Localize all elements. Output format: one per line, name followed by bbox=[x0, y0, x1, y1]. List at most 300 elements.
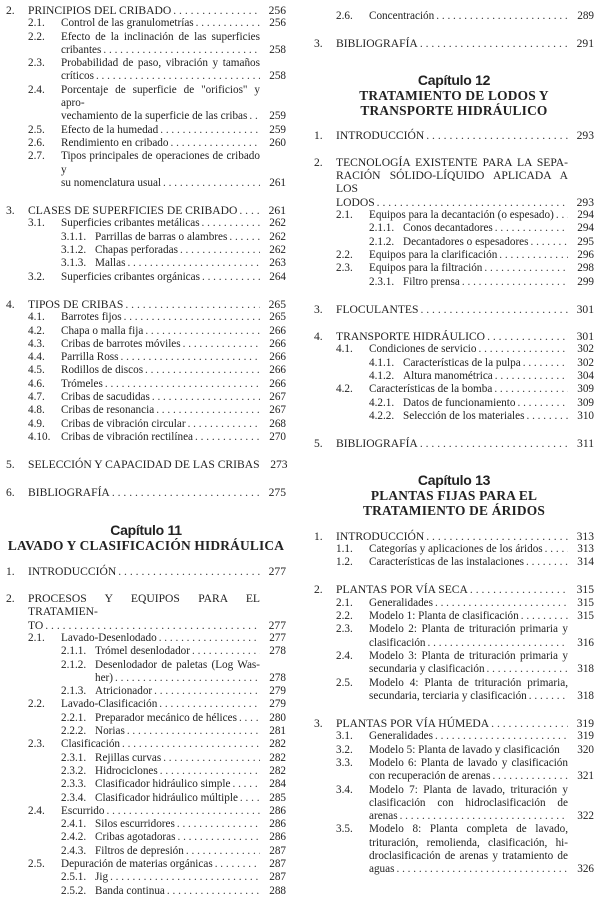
toc-entry[interactable] bbox=[6, 4, 286, 17]
toc-entry[interactable] bbox=[314, 383, 594, 396]
entry-title: su nomenclatura usual bbox=[61, 176, 162, 189]
dot-leader bbox=[435, 597, 568, 610]
entry-title-lead: Modelo 6: Planta de lavado y clasificación bbox=[369, 756, 568, 769]
dot-leader bbox=[163, 752, 260, 765]
page-number: 313 bbox=[576, 529, 594, 543]
toc-entry[interactable] bbox=[6, 486, 286, 499]
toc-entry[interactable] bbox=[6, 592, 286, 632]
toc-entry[interactable] bbox=[6, 298, 286, 311]
dot-leader bbox=[202, 217, 260, 230]
page-number: 316 bbox=[577, 636, 594, 649]
page-number: 278 bbox=[269, 645, 286, 658]
dot-leader bbox=[499, 249, 568, 262]
entry-title: Clasificador hidráulico simple bbox=[95, 778, 231, 791]
toc-entry[interactable] bbox=[6, 418, 286, 431]
entry-number: 4. bbox=[6, 297, 15, 311]
page-number: 295 bbox=[577, 235, 594, 248]
entry-title: Jig bbox=[95, 871, 109, 884]
page-number: 284 bbox=[269, 778, 286, 791]
dot-leader bbox=[96, 70, 260, 83]
entry-number: 1.2. bbox=[336, 556, 353, 569]
page-number: 268 bbox=[269, 417, 286, 430]
entry-number: 4.4. bbox=[28, 351, 45, 364]
page-number: 277 bbox=[269, 631, 286, 644]
entry-number: 2. bbox=[314, 583, 323, 597]
toc-entry[interactable] bbox=[6, 698, 286, 711]
entry-number: 2.3.2. bbox=[61, 764, 87, 777]
page-number: 266 bbox=[269, 337, 286, 350]
dot-leader bbox=[435, 730, 568, 743]
dot-leader bbox=[526, 556, 568, 569]
dot-leader bbox=[492, 770, 568, 783]
chapter-title-line: PLANTAS FIJAS PARA EL bbox=[370, 487, 538, 503]
toc-entry[interactable] bbox=[314, 330, 594, 343]
entry-number: 2.5.1. bbox=[61, 871, 87, 884]
entry-title: Hidrociclones bbox=[95, 764, 158, 777]
section-gap bbox=[314, 423, 594, 437]
entry-number: 1. bbox=[314, 128, 323, 142]
entry-title: PRINCIPIOS DEL CRIBADO bbox=[28, 4, 172, 17]
page-number: 315 bbox=[577, 596, 594, 609]
page-number: 282 bbox=[269, 764, 286, 777]
entry-number: 2.4. bbox=[336, 649, 353, 662]
page-number: 286 bbox=[269, 804, 286, 817]
entry-title: Categorías y aplicaciones de los áridos bbox=[369, 542, 543, 555]
entry-title: Características de la pulpa bbox=[403, 356, 521, 369]
dot-leader bbox=[396, 863, 568, 876]
entry-title: Filtro prensa bbox=[403, 275, 460, 288]
toc-entry[interactable] bbox=[6, 632, 286, 645]
dot-leader bbox=[145, 364, 260, 377]
toc-entry[interactable] bbox=[6, 271, 286, 284]
toc-entry[interactable] bbox=[6, 885, 286, 898]
entry-number: 2.4.1. bbox=[61, 818, 87, 831]
dot-leader bbox=[239, 204, 260, 217]
page-number: 289 bbox=[577, 10, 594, 22]
dot-leader bbox=[107, 805, 261, 818]
toc-entry[interactable] bbox=[6, 845, 286, 858]
entry-title: Chapa o malla fija bbox=[61, 324, 144, 337]
entry-title-lead: Desenlodador de paletas (Log Was- bbox=[95, 658, 260, 671]
page-number: 288 bbox=[269, 884, 286, 897]
chapter-heading bbox=[314, 73, 594, 118]
dot-leader bbox=[484, 262, 568, 275]
entry-title: Modelo 1: Planta de clasificación bbox=[369, 610, 519, 623]
page-number: 259 bbox=[269, 110, 286, 123]
entry-title: Selección de los materiales bbox=[403, 409, 525, 422]
page-number: 310 bbox=[577, 409, 594, 422]
dot-leader bbox=[167, 885, 260, 898]
toc-list bbox=[6, 565, 286, 898]
toc-entry[interactable] bbox=[314, 410, 594, 423]
page-number: 293 bbox=[576, 128, 594, 142]
section-gap bbox=[6, 578, 286, 592]
entry-number: 3.1.1. bbox=[61, 230, 87, 243]
dot-leader bbox=[232, 778, 260, 791]
entry-number: 2. bbox=[6, 592, 15, 606]
entry-number: 4.7. bbox=[28, 391, 45, 404]
entry-number: 2.5. bbox=[28, 123, 45, 136]
entry-number: 3.1. bbox=[336, 730, 353, 743]
toc-entry[interactable] bbox=[314, 823, 594, 876]
dot-leader bbox=[160, 124, 260, 137]
entry-title: Superficies cribantes metálicas bbox=[61, 217, 200, 230]
toc-entry[interactable] bbox=[6, 831, 286, 844]
page-number: 301 bbox=[576, 330, 594, 344]
toc-entry[interactable] bbox=[314, 437, 594, 450]
entry-number: 3.1.3. bbox=[61, 257, 87, 270]
dot-leader bbox=[160, 765, 260, 778]
dot-leader bbox=[121, 351, 261, 364]
toc-entry[interactable] bbox=[314, 543, 594, 556]
entry-number: 2.6. bbox=[28, 136, 45, 149]
page-number: 273 bbox=[270, 458, 288, 472]
toc-list bbox=[6, 4, 286, 499]
toc-entry[interactable] bbox=[6, 712, 286, 725]
page-number: 309 bbox=[577, 383, 594, 396]
toc-entry[interactable] bbox=[314, 610, 594, 623]
entry-number: 2.4. bbox=[28, 804, 45, 817]
section-gap bbox=[6, 190, 286, 204]
toc-entry[interactable] bbox=[6, 124, 286, 137]
entry-title: Características de la bomba bbox=[369, 383, 493, 396]
entry-title: INTRODUCCIÓN bbox=[336, 128, 425, 142]
dot-leader bbox=[529, 690, 568, 703]
page-number: 320 bbox=[577, 743, 594, 756]
entry-number: 2.1.3. bbox=[61, 685, 87, 698]
toc-entry[interactable] bbox=[6, 792, 286, 805]
entry-number: 2.1.2. bbox=[61, 658, 87, 671]
entry-title-lead: Modelo 7: Planta de lavado, trituración y clasificación con hidroclasificación de bbox=[369, 783, 568, 809]
entry-number: 2. bbox=[314, 155, 323, 169]
entry-number: 2.6. bbox=[336, 10, 353, 22]
entry-title: SELECCIÓN Y CAPACIDAD DE LAS CRIBAS bbox=[28, 458, 260, 472]
toc-entry[interactable] bbox=[314, 249, 594, 262]
toc-list bbox=[314, 10, 594, 51]
entry-title: Superficies cribantes orgánicas bbox=[61, 270, 200, 283]
page-number: 296 bbox=[577, 248, 594, 261]
entry-number: 2.3. bbox=[336, 623, 353, 636]
dot-leader bbox=[159, 632, 260, 645]
entry-title: Generalidades bbox=[369, 730, 433, 743]
page-number: 321 bbox=[577, 770, 594, 783]
toc-entry[interactable] bbox=[314, 262, 594, 275]
toc-entry[interactable] bbox=[314, 650, 594, 677]
section-gap bbox=[314, 289, 594, 303]
toc-entry[interactable] bbox=[6, 338, 286, 351]
toc-entry[interactable] bbox=[6, 311, 286, 324]
toc-entry[interactable] bbox=[314, 597, 594, 610]
page-number: 277 bbox=[268, 618, 286, 632]
toc-entry[interactable] bbox=[314, 209, 594, 222]
dot-leader bbox=[420, 37, 568, 50]
dot-leader bbox=[156, 404, 260, 417]
chapter-title-line: TRATAMIENTO DE LODOS Y bbox=[359, 87, 549, 103]
entry-number: 2.2. bbox=[336, 248, 353, 261]
dot-leader bbox=[105, 378, 260, 391]
page-number: 315 bbox=[576, 583, 594, 597]
toc-entry[interactable] bbox=[6, 818, 286, 831]
toc-entry[interactable] bbox=[6, 231, 286, 244]
toc-entry[interactable] bbox=[6, 31, 286, 58]
entry-title-lead: Modelo 8: Planta completa de lavado, trituración, remolienda, clasificación, hi- droclasificación de arenas y tratamiento de bbox=[369, 823, 568, 863]
toc-entry[interactable] bbox=[314, 623, 594, 650]
dot-leader bbox=[487, 330, 568, 343]
toc-entry[interactable] bbox=[6, 404, 286, 417]
entry-number: 6. bbox=[6, 485, 15, 499]
toc-entry[interactable] bbox=[314, 677, 594, 704]
toc-entry[interactable] bbox=[314, 744, 594, 757]
toc-entry[interactable] bbox=[314, 343, 594, 356]
entry-number: 4.3. bbox=[28, 337, 45, 350]
entry-title: Conos decantadores bbox=[403, 222, 493, 235]
entry-number: 2. bbox=[6, 4, 15, 17]
page-number: 319 bbox=[576, 717, 594, 731]
toc-entry[interactable] bbox=[6, 458, 286, 471]
chapter-label: Capítulo 11 bbox=[110, 521, 182, 538]
toc-entry[interactable] bbox=[6, 84, 286, 124]
toc-entry[interactable] bbox=[314, 556, 594, 569]
section-gap bbox=[6, 472, 286, 486]
toc-entry[interactable] bbox=[314, 276, 594, 289]
chapter-label: Capítulo 12 bbox=[417, 71, 491, 88]
entry-number: 2.3.3. bbox=[61, 778, 87, 791]
entry-title: Lavado-Clasificación bbox=[61, 698, 158, 711]
entry-title: Atricionador bbox=[95, 685, 153, 698]
entry-number: 4.6. bbox=[28, 377, 45, 390]
page-number: 286 bbox=[269, 831, 286, 844]
entry-title: Concentración bbox=[369, 10, 435, 22]
toc-entry[interactable] bbox=[6, 752, 286, 765]
page-number: 256 bbox=[268, 4, 286, 17]
toc-entry[interactable] bbox=[6, 378, 286, 391]
entry-number: 4.1.2. bbox=[369, 370, 395, 383]
entry-title: críticos bbox=[61, 70, 94, 83]
entry-title-lead: Modelo 2: Planta de trituración primaria y bbox=[369, 623, 568, 636]
entry-number: 2.1. bbox=[336, 596, 353, 609]
dot-leader bbox=[202, 271, 260, 284]
dot-leader bbox=[523, 357, 568, 370]
entry-title: Cribas de barrotes móviles bbox=[61, 337, 181, 350]
toc-entry[interactable] bbox=[6, 565, 286, 578]
toc-entry[interactable] bbox=[6, 17, 286, 30]
page-number: 282 bbox=[269, 738, 286, 751]
toc-entry[interactable] bbox=[314, 370, 594, 383]
page-number: 279 bbox=[269, 698, 286, 711]
toc-entry[interactable] bbox=[6, 364, 286, 377]
dot-leader bbox=[112, 486, 260, 499]
toc-entry[interactable] bbox=[314, 37, 594, 50]
toc-entry[interactable] bbox=[6, 645, 286, 658]
toc-entry[interactable] bbox=[6, 57, 286, 84]
entry-number: 5. bbox=[314, 437, 323, 451]
entry-number: 3.2. bbox=[28, 270, 45, 283]
page-number: 318 bbox=[577, 663, 594, 676]
dot-leader bbox=[400, 810, 568, 823]
entry-number: 2.2. bbox=[336, 610, 353, 623]
section-gap bbox=[314, 703, 594, 717]
entry-number: 2.3. bbox=[336, 262, 353, 275]
page-number: 294 bbox=[577, 222, 594, 235]
entry-title: Depuración de materias orgánicas bbox=[61, 858, 213, 871]
entry-number: 4.9. bbox=[28, 417, 45, 430]
dot-leader bbox=[521, 610, 568, 623]
toc-entry[interactable] bbox=[314, 583, 594, 596]
dot-leader bbox=[377, 196, 568, 209]
entry-number: 5. bbox=[6, 458, 15, 472]
entry-title: Cribas de sacudidas bbox=[61, 391, 150, 404]
toc-entry[interactable] bbox=[6, 725, 286, 738]
toc-entry[interactable] bbox=[314, 717, 594, 730]
toc-entry[interactable] bbox=[314, 397, 594, 410]
toc-entry[interactable] bbox=[314, 530, 594, 543]
toc-entry[interactable] bbox=[314, 156, 594, 209]
page-number: 293 bbox=[576, 195, 594, 209]
page-number: 286 bbox=[269, 818, 286, 831]
entry-title: Equipos para la decantación (o espesado) bbox=[369, 209, 554, 222]
dot-leader bbox=[495, 370, 568, 383]
section-gap bbox=[314, 569, 594, 583]
page-number: 313 bbox=[577, 542, 594, 555]
chapter-title: LAVADO Y CLASIFICACIÓN HIDRÁULICA bbox=[7, 537, 285, 553]
page-number: 263 bbox=[269, 257, 286, 270]
entry-title: PLANTAS POR VÍA SECA bbox=[336, 583, 468, 597]
page-number: 262 bbox=[269, 244, 286, 257]
toc-entry[interactable] bbox=[314, 784, 594, 824]
entry-number: 1. bbox=[314, 529, 323, 543]
entry-number: 4.1. bbox=[336, 343, 353, 356]
toc-entry[interactable] bbox=[314, 129, 594, 142]
left-column bbox=[6, 4, 286, 898]
toc-entry[interactable] bbox=[6, 150, 286, 190]
toc-entry[interactable] bbox=[6, 137, 286, 150]
entry-number: 4.2.2. bbox=[369, 409, 395, 422]
dot-leader bbox=[545, 543, 568, 556]
dot-leader bbox=[426, 530, 568, 543]
dot-leader bbox=[240, 792, 260, 805]
entry-number: 3.3. bbox=[336, 756, 353, 769]
toc-entry[interactable] bbox=[314, 236, 594, 249]
toc-entry[interactable] bbox=[6, 685, 286, 698]
entry-title-lead: Tipos principales de operaciones de cribado y bbox=[61, 150, 260, 176]
page-number: 258 bbox=[269, 70, 286, 83]
toc-entry[interactable] bbox=[6, 204, 286, 217]
entry-title: Silos escurridores bbox=[95, 818, 175, 831]
dot-leader bbox=[462, 276, 568, 289]
entry-number: 2.1. bbox=[28, 631, 45, 644]
entry-title: Preparador mecánico de hélices bbox=[95, 711, 237, 724]
section-gap bbox=[314, 23, 594, 37]
dot-leader bbox=[152, 391, 260, 404]
toc-entry[interactable] bbox=[6, 738, 286, 751]
toc-entry[interactable] bbox=[6, 244, 286, 257]
toc-entry[interactable] bbox=[6, 257, 286, 270]
toc-entry[interactable] bbox=[314, 757, 594, 784]
page-number: 298 bbox=[577, 262, 594, 275]
toc-entry[interactable] bbox=[6, 351, 286, 364]
entry-title: Decantadores o espesadores bbox=[403, 235, 529, 248]
dot-leader bbox=[192, 645, 260, 658]
dot-leader bbox=[127, 725, 260, 738]
entry-title: Características de las instalaciones bbox=[369, 556, 525, 569]
toc-entry[interactable] bbox=[314, 10, 594, 23]
toc-entry[interactable] bbox=[314, 303, 594, 316]
toc-entry[interactable] bbox=[6, 858, 286, 871]
entry-title: BIBLIOGRAFÍA bbox=[336, 437, 418, 451]
dot-leader bbox=[479, 343, 569, 356]
entry-number: 2.3.1. bbox=[61, 751, 87, 764]
dot-leader bbox=[118, 565, 260, 578]
toc-entry[interactable] bbox=[6, 659, 286, 686]
page-number: 266 bbox=[269, 364, 286, 377]
dot-leader bbox=[159, 698, 260, 711]
page-number: 294 bbox=[577, 209, 594, 222]
entry-title: Parrillas de barras o alambres bbox=[95, 230, 228, 243]
toc-entry[interactable] bbox=[314, 357, 594, 370]
entry-title: Escurrido bbox=[61, 804, 105, 817]
entry-title: TRANSPORTE HIDRÁULICO bbox=[336, 330, 486, 344]
page-number: 261 bbox=[268, 204, 286, 218]
toc-entry[interactable] bbox=[6, 391, 286, 404]
entry-title-lead: Efecto de la inclinación de las superficies bbox=[61, 30, 260, 43]
entry-title: clasificación bbox=[369, 636, 426, 649]
entry-title: Rendimiento en cribado bbox=[61, 136, 169, 149]
toc-entry[interactable] bbox=[314, 730, 594, 743]
toc-entry[interactable] bbox=[6, 325, 286, 338]
toc-entry[interactable] bbox=[6, 217, 286, 230]
page-number: 266 bbox=[269, 351, 286, 364]
entry-number: 4.2. bbox=[28, 324, 45, 337]
entry-number: 2.4. bbox=[28, 83, 45, 96]
page-number: 287 bbox=[269, 871, 286, 884]
toc-list bbox=[314, 530, 594, 877]
dot-leader bbox=[249, 110, 260, 123]
chapter-title-line: TRANSPORTE HIDRÁULICO bbox=[360, 102, 548, 118]
entry-title: Norias bbox=[95, 725, 125, 738]
toc-entry[interactable] bbox=[6, 805, 286, 818]
toc-entry[interactable] bbox=[6, 778, 286, 791]
entry-title: BIBLIOGRAFÍA bbox=[336, 37, 418, 51]
page-number: 318 bbox=[577, 689, 594, 702]
chapter-heading bbox=[6, 523, 286, 553]
dot-leader bbox=[122, 738, 260, 751]
entry-title: Equipos para la filtración bbox=[369, 262, 483, 275]
dot-leader bbox=[115, 672, 260, 685]
entry-title: Rodillos de discos bbox=[61, 364, 144, 377]
toc-list bbox=[314, 129, 594, 451]
page-number: 311 bbox=[577, 437, 594, 451]
toc-entry[interactable] bbox=[6, 431, 286, 444]
dot-leader bbox=[173, 4, 260, 17]
toc-entry[interactable] bbox=[314, 222, 594, 235]
entry-title: Modelo 5: Planta de lavado y clasificación bbox=[369, 743, 560, 756]
entry-number: 3.1. bbox=[28, 217, 45, 230]
dot-leader bbox=[491, 717, 568, 730]
entry-number: 2.5.2. bbox=[61, 884, 87, 897]
page-number: 278 bbox=[269, 671, 286, 684]
entry-title: FLOCULANTES bbox=[336, 302, 419, 316]
entry-number: 2.1.1. bbox=[61, 645, 87, 658]
dot-leader bbox=[229, 231, 260, 244]
entry-title-lead: Porcentaje de superficie de "orificios" y apro- bbox=[61, 83, 260, 110]
page-number: 309 bbox=[577, 396, 594, 409]
page-number: 291 bbox=[576, 37, 594, 51]
entry-title: Condiciones de servicio bbox=[369, 343, 477, 356]
entry-title: PLANTAS POR VÍA HÚMEDA bbox=[336, 717, 490, 731]
entry-title: Parrilla Ross bbox=[61, 351, 119, 364]
toc-entry[interactable] bbox=[6, 765, 286, 778]
entry-title: Lavado-Desenlodado bbox=[61, 631, 157, 644]
